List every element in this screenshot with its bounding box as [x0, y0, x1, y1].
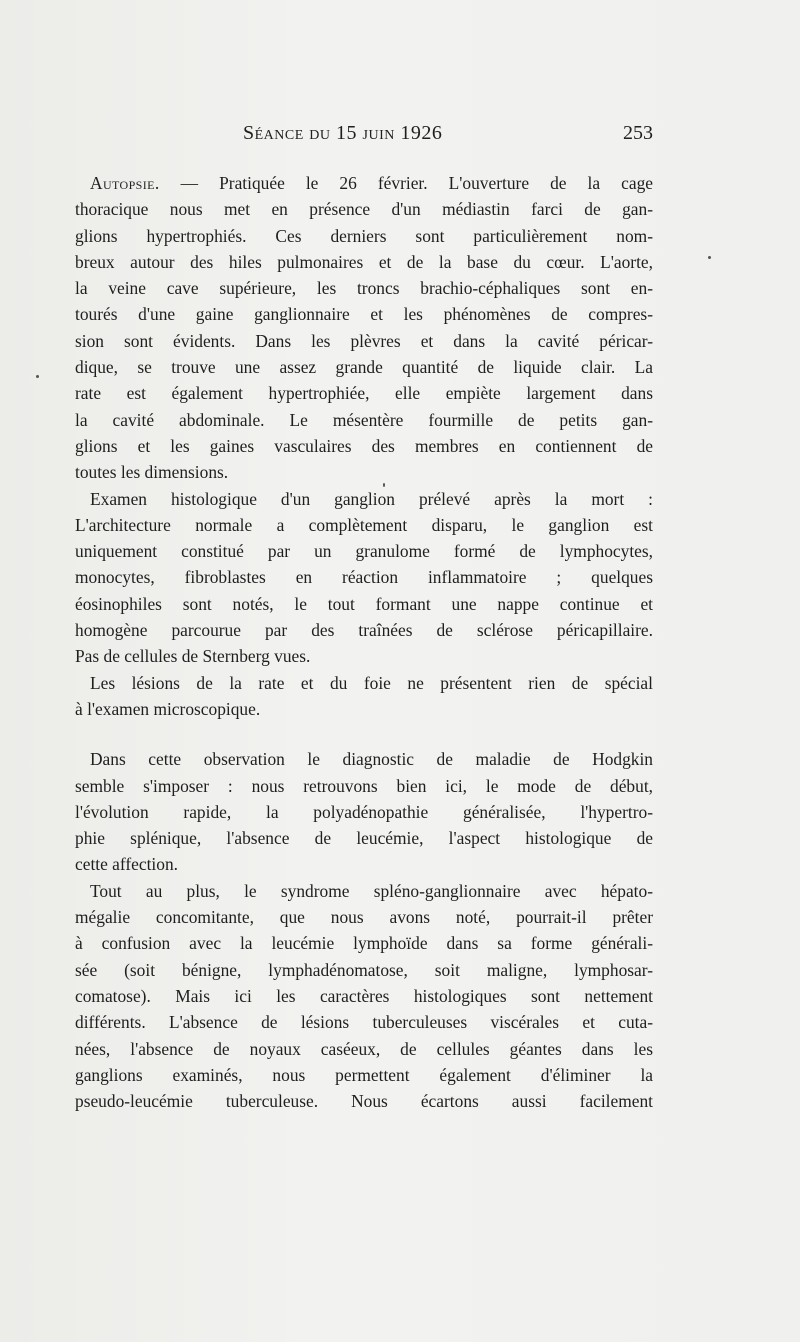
text-line: éosinophiles sont notés, le tout formant une nappe continue et: [75, 593, 653, 614]
text-line: [75, 170, 653, 196]
paper-speck: [36, 375, 39, 378]
paper-speck: [383, 483, 385, 487]
running-title-day: 15: [336, 122, 358, 144]
text-line: dique, se trouve une assez grande quantité de liquide clair. La: [75, 357, 653, 378]
text-line: pseudo-leucémie tuberculeuse. Nous écartons aussi facilement: [75, 1091, 653, 1112]
text-line: sée (soit bénigne, lymphadénomatose, soit maligne, lymphosar-: [75, 959, 653, 980]
text-line: différents. L'absence de lésions tuberculeuses viscérales et cuta-: [75, 1012, 653, 1033]
text-line: tourés d'une gaine ganglionnaire et les phénomènes de compres-: [75, 304, 653, 325]
page-number: 253: [623, 122, 653, 144]
text-line: semble s'imposer : nous retrouvons bien ici, le mode de début,: [75, 775, 653, 796]
text-line: Examen histologique d'un ganglion prélevé après la mort :: [90, 488, 653, 509]
section-lead: Autopsie.: [90, 173, 160, 193]
paragraph-tout-au-plus: [75, 878, 653, 1115]
text-line: thoracique nous met en présence d'un médiastin farci de gan-: [75, 199, 653, 220]
text-line: cette affection.: [75, 854, 178, 875]
page-header: [75, 122, 655, 158]
text-line: la cavité abdominale. Le mésentère fourmille de petits gan-: [75, 409, 653, 430]
line-text: — Pratiquée le 26 février. L'ouverture de la cage: [159, 173, 653, 193]
text-line: à l'examen microscopique.: [75, 698, 261, 719]
text-line: ganglions examinés, nous permettent également d'éliminer la: [75, 1064, 653, 1085]
text-line: sion sont évidents. Dans les plèvres et dans la cavité péricar-: [75, 330, 653, 351]
text-line: rate est également hypertrophiée, elle empiète largement dans: [75, 383, 653, 404]
text-line: nées, l'absence de noyaux caséeux, de cellules géantes dans les: [75, 1038, 653, 1059]
running-title-seance: Séance du: [243, 122, 331, 144]
text-line: Tout au plus, le syndrome spléno-ganglionnaire avec hépato-: [90, 880, 653, 901]
paper-speck: [708, 256, 711, 259]
text-line: Pas de cellules de Sternberg vues.: [75, 646, 311, 667]
running-title-year: 1926: [400, 122, 443, 144]
paragraph-autopsie: [75, 170, 653, 486]
text-line: phie splénique, l'absence de leucémie, l'aspect histologique de: [75, 828, 653, 849]
text-line: monocytes, fibroblastes en réaction inflammatoire ; quelques: [75, 567, 653, 588]
text-line: l'évolution rapide, la polyadénopathie généralisée, l'hypertro-: [75, 801, 653, 822]
text-line: Les lésions de la rate et du foie ne présentent rien de spécial: [90, 672, 653, 693]
text-line: Dans cette observation le diagnostic de maladie de Hodgkin: [90, 749, 653, 770]
section-gap: [75, 722, 653, 746]
text-line: L'architecture normale a complètement disparu, le ganglion est: [75, 514, 653, 535]
text-line: à confusion avec la leucémie lymphoïde dans sa forme générali-: [75, 933, 653, 954]
paragraph-examen-histologique: [75, 486, 653, 670]
body-text: [75, 170, 653, 1114]
text-line: homogène parcourue par des traînées de sclérose péricapillaire.: [75, 620, 653, 641]
text-line: breux autour des hiles pulmonaires et de la base du cœur. L'aorte,: [75, 251, 653, 272]
text-line: glions et les gaines vasculaires des membres en contiennent de: [75, 435, 653, 456]
text-line: glions hypertrophiés. Ces derniers sont particulièrement nom-: [75, 225, 653, 246]
text-line: comatose). Mais ici les caractères histologiques sont nettement: [75, 985, 653, 1006]
text-line: toutes les dimensions.: [75, 462, 229, 483]
running-title: [243, 122, 442, 145]
paragraph-diagnostic: [75, 746, 653, 877]
text-line: mégalie concomitante, que nous avons noté, pourrait-il prêter: [75, 907, 653, 928]
paragraph-lesions: [75, 670, 653, 723]
text-line: la veine cave supérieure, les troncs brachio-céphaliques sont en-: [75, 278, 653, 299]
running-title-month: juin: [362, 122, 395, 144]
text-line: uniquement constitué par un granulome formé de lymphocytes,: [75, 541, 653, 562]
